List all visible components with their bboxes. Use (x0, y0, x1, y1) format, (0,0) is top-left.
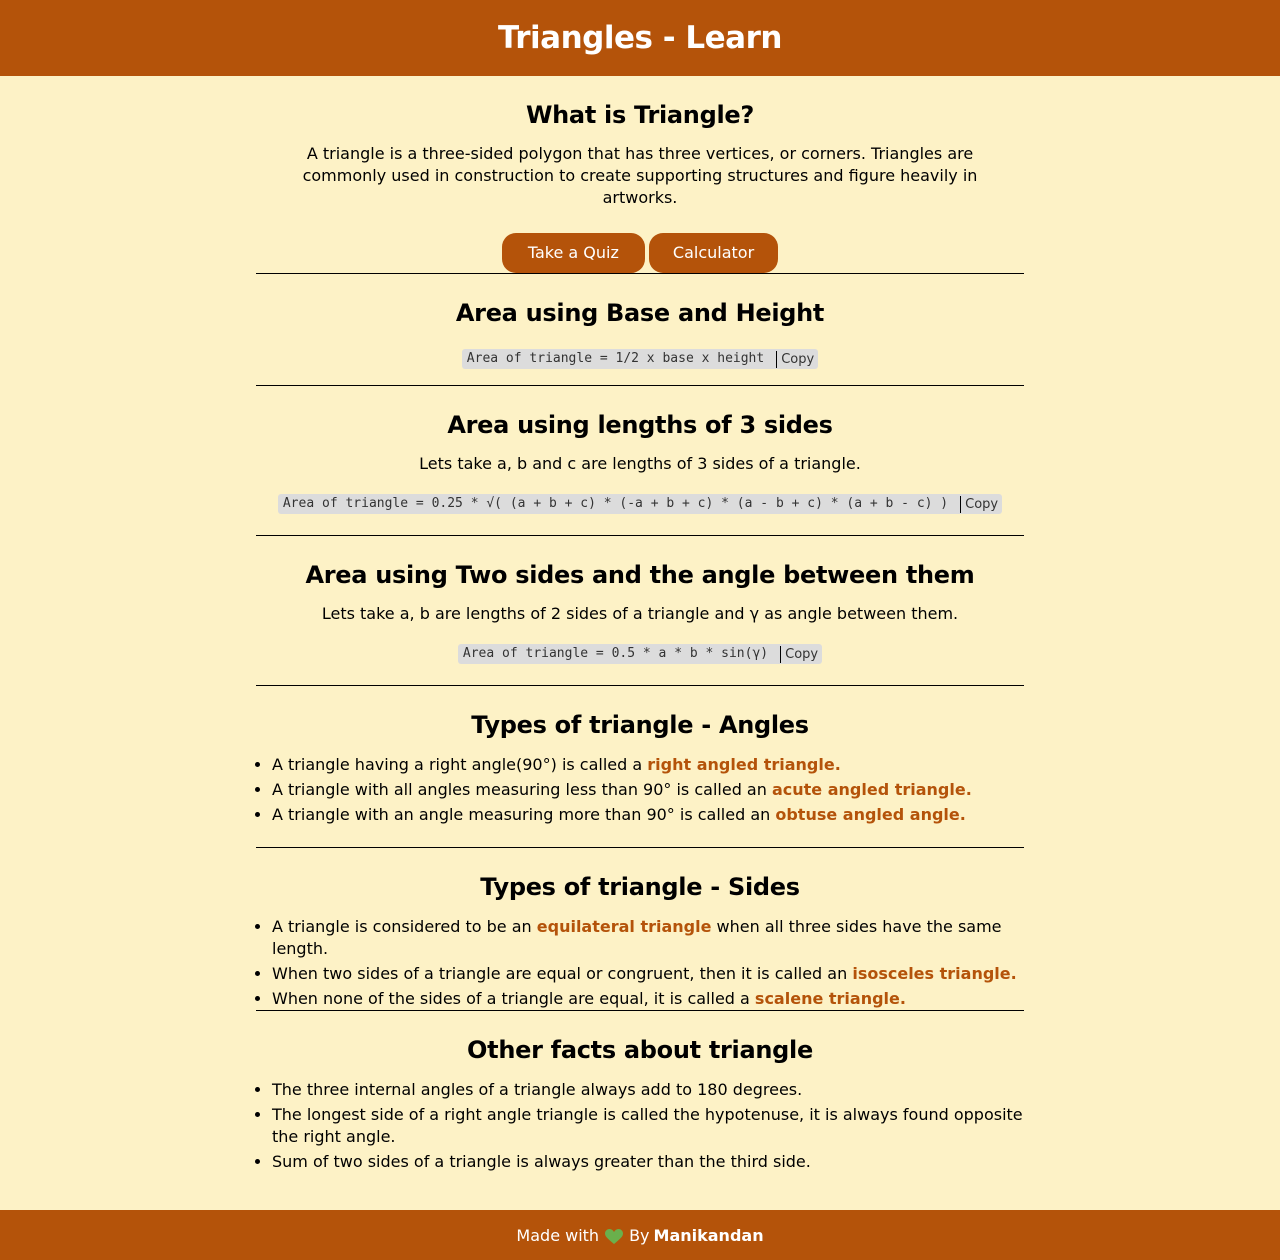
page-title: Triangles - Learn (498, 20, 782, 56)
types-sides-section (256, 848, 1024, 1010)
types-angles-section (256, 686, 1024, 847)
page-header (0, 0, 1280, 76)
formula-box (462, 349, 818, 369)
intro-heading: What is Triangle? (525, 101, 755, 129)
action-buttons (256, 233, 1024, 273)
three-sides-text: Lets take a, b and c are lengths of 3 sides of a triangle. (419, 454, 861, 473)
intro-section (256, 76, 1024, 273)
take-quiz-button[interactable]: Take a Quiz (502, 233, 645, 273)
types-angles-heading: Types of triangle - Angles (471, 711, 809, 739)
formula-box (278, 494, 1002, 514)
equilateral-link[interactable]: equilateral triangle (536, 917, 712, 936)
base-height-heading: Area using Base and Height (455, 299, 825, 327)
list-item: • When two sides of a triangle are equal or congruent, then it is called an isosceles triangle. (272, 963, 1024, 985)
list-item: • The longest side of a right angle triangle is called the hypotenuse, it is always found opposite the right angle. (272, 1104, 1024, 1148)
two-sides-heading: Area using Two sides and the angle between them (305, 561, 975, 589)
main-content (256, 76, 1024, 1173)
formula-box (458, 644, 822, 664)
two-sides-text: Lets take a, b are lengths of 2 sides of a triangle and γ as angle between them. (321, 604, 959, 623)
list-item: • Sum of two sides of a triangle is always greater than the third side. (272, 1151, 1024, 1173)
page-footer (0, 1210, 1280, 1260)
author-link[interactable]: Manikandan (653, 1225, 764, 1245)
list-item: • A triangle with an angle measuring more than 90° is called an obtuse angled angle. (272, 804, 1024, 826)
green-heart-icon (605, 1229, 623, 1245)
copy-button[interactable]: Copy (776, 351, 818, 368)
formula-text: Area of triangle = 0.25 * √( (a + b + c) * (-a + b + c) * (a - b + c) * (a + b - c) ) (282, 496, 949, 511)
copy-button[interactable]: Copy (780, 646, 822, 663)
base-height-section (256, 274, 1024, 385)
three-sides-heading: Area using lengths of 3 sides (447, 411, 833, 439)
calculator-button[interactable]: Calculator (649, 233, 778, 273)
right-angled-link[interactable]: right angled triangle. (647, 755, 841, 774)
by-text: By (629, 1225, 650, 1245)
facts-list (256, 1079, 1024, 1173)
list-item: • When none of the sides of a triangle are equal, it is called a scalene triangle. (272, 988, 1024, 1010)
list-item: • A triangle having a right angle(90°) is called a right angled triangle. (272, 754, 1024, 776)
types-angles-list (256, 754, 1024, 826)
made-with-text: Made with (516, 1225, 600, 1245)
facts-heading: Other facts about triangle (467, 1036, 813, 1064)
scalene-link[interactable]: scalene triangle. (754, 989, 906, 1008)
acute-angled-link[interactable]: acute angled triangle. (771, 780, 972, 799)
list-item: • A triangle is considered to be an equilateral triangle when all three sides have the same length. (272, 916, 1024, 960)
types-sides-list (256, 916, 1024, 1010)
formula-text: Area of triangle = 0.5 * a * b * sin(γ) (462, 646, 769, 661)
list-item: • A triangle with all angles measuring less than 90° is called an acute angled triangle. (272, 779, 1024, 801)
three-sides-section (256, 386, 1024, 535)
intro-text: A triangle is a three-sided polygon that has three vertices, or corners. Triangles are commonly used in construction to create supporting structures and figure heavily in artworks. (302, 144, 978, 207)
isosceles-link[interactable]: isosceles triangle. (852, 964, 1017, 983)
two-sides-section (256, 536, 1024, 685)
types-sides-heading: Types of triangle - Sides (480, 873, 800, 901)
formula-text: Area of triangle = 1/2 x base x height (466, 351, 765, 366)
obtuse-angled-link[interactable]: obtuse angled angle. (775, 805, 966, 824)
list-item: • The three internal angles of a triangle always add to 180 degrees. (272, 1079, 1024, 1101)
copy-button[interactable]: Copy (960, 496, 1002, 513)
facts-section (256, 1011, 1024, 1173)
